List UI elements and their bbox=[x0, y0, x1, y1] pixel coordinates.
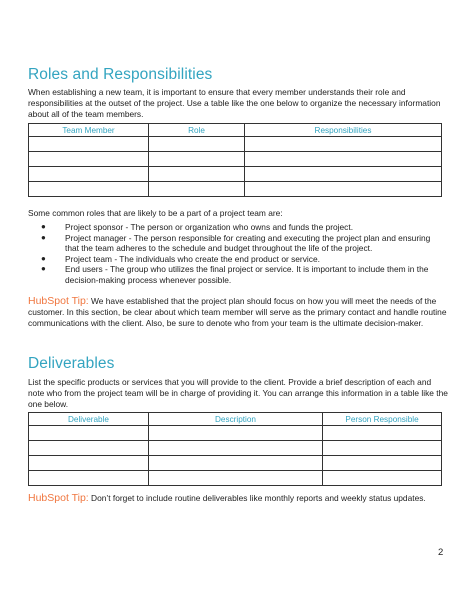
table-cell bbox=[149, 167, 245, 182]
roles-table-header bbox=[29, 124, 442, 137]
table-cell bbox=[245, 182, 442, 197]
list-item-text: Project manager - The person responsible for creating and executing the project plan and ensuring that the team adheres to the schedule and budget throughout the life of the project. bbox=[65, 232, 431, 253]
roles-intro: When establishing a new team, it is important to ensure that every member understands their role and responsibilities at the outset of the project. Use a table like the one below to organize the necessary information about all of the team members. bbox=[28, 87, 441, 119]
table-cell bbox=[29, 426, 149, 441]
bullet-icon: ● bbox=[41, 264, 46, 273]
table-cell bbox=[245, 167, 442, 182]
list-item bbox=[41, 232, 444, 254]
column-header-deliverable: Deliverable bbox=[29, 413, 149, 426]
table-cell bbox=[149, 152, 245, 167]
table-cell bbox=[29, 167, 149, 182]
deliverables-hubspot-tip bbox=[28, 493, 448, 504]
table-cell bbox=[149, 456, 323, 471]
tip-label: HubSpot Tip: bbox=[28, 492, 89, 504]
table-cell bbox=[323, 471, 442, 486]
deliverables-intro: List the specific products or services that you will provide to the client. Provide a brief description of each and note who from the project team will be in charge of providing it. You can arrange this information in a table like the one below. bbox=[28, 377, 448, 409]
table-cell bbox=[245, 152, 442, 167]
table-row bbox=[29, 426, 442, 441]
table-cell bbox=[149, 426, 323, 441]
table-cell bbox=[29, 137, 149, 152]
table-row bbox=[29, 441, 442, 456]
table-row bbox=[29, 137, 442, 152]
column-header-team-member: Team Member bbox=[29, 124, 149, 137]
table-cell bbox=[29, 182, 149, 197]
list-item-text: Project sponsor - The person or organization who owns and funds the project. bbox=[65, 222, 354, 232]
table-cell bbox=[29, 441, 149, 456]
list-item bbox=[41, 264, 444, 285]
table-cell bbox=[323, 456, 442, 471]
bullet-icon: ● bbox=[41, 222, 46, 231]
roles-bullet-list bbox=[41, 222, 444, 285]
tip-text: We have established that the project plan should focus on how you will meet the needs of the customer. In this section, be clear about which team member will serve as the primary contact and handle routine communications with the client. Also, be sure to denote who from your team is the ultimate decision-maker. bbox=[28, 296, 447, 328]
deliverables-table-header bbox=[29, 413, 442, 426]
page-number: 2 bbox=[438, 547, 444, 558]
roles-heading: Roles and Responsibilities bbox=[28, 66, 213, 83]
column-header-responsibilities: Responsibilities bbox=[245, 124, 442, 137]
column-header-person-responsible: Person Responsible bbox=[323, 413, 442, 426]
table-row bbox=[29, 456, 442, 471]
table-cell bbox=[149, 182, 245, 197]
bullet-icon: ● bbox=[41, 253, 46, 263]
list-item bbox=[41, 222, 444, 233]
bullet-icon: ● bbox=[41, 232, 46, 242]
table-row bbox=[29, 182, 442, 197]
table-cell bbox=[29, 456, 149, 471]
table-row bbox=[29, 167, 442, 182]
roles-hubspot-tip bbox=[28, 296, 448, 329]
list-item bbox=[41, 253, 444, 265]
column-header-description: Description bbox=[149, 413, 323, 426]
table-row bbox=[29, 152, 442, 167]
deliverables-heading: Deliverables bbox=[28, 355, 115, 372]
column-header-role: Role bbox=[149, 124, 245, 137]
list-item-text: End users - The group who utilizes the final project or service. It is important to include them in the decision-making process whenever possible. bbox=[65, 264, 429, 285]
deliverables-table bbox=[28, 412, 442, 486]
table-cell bbox=[149, 137, 245, 152]
table-row bbox=[29, 471, 442, 486]
table-cell bbox=[245, 137, 442, 152]
list-item-text: Project team - The individuals who create the end product or service. bbox=[65, 253, 320, 264]
table-cell bbox=[149, 441, 323, 456]
table-cell bbox=[29, 152, 149, 167]
tip-text: Don’t forget to include routine deliverables like monthly reports and weekly status updates. bbox=[88, 493, 426, 503]
table-cell bbox=[29, 471, 149, 486]
tip-label: HubSpot Tip: bbox=[28, 295, 89, 307]
table-cell bbox=[323, 426, 442, 441]
roles-table bbox=[28, 123, 442, 197]
roles-list-intro: Some common roles that are likely to be a part of a project team are: bbox=[28, 208, 283, 218]
table-cell bbox=[149, 471, 323, 486]
table-cell bbox=[323, 441, 442, 456]
